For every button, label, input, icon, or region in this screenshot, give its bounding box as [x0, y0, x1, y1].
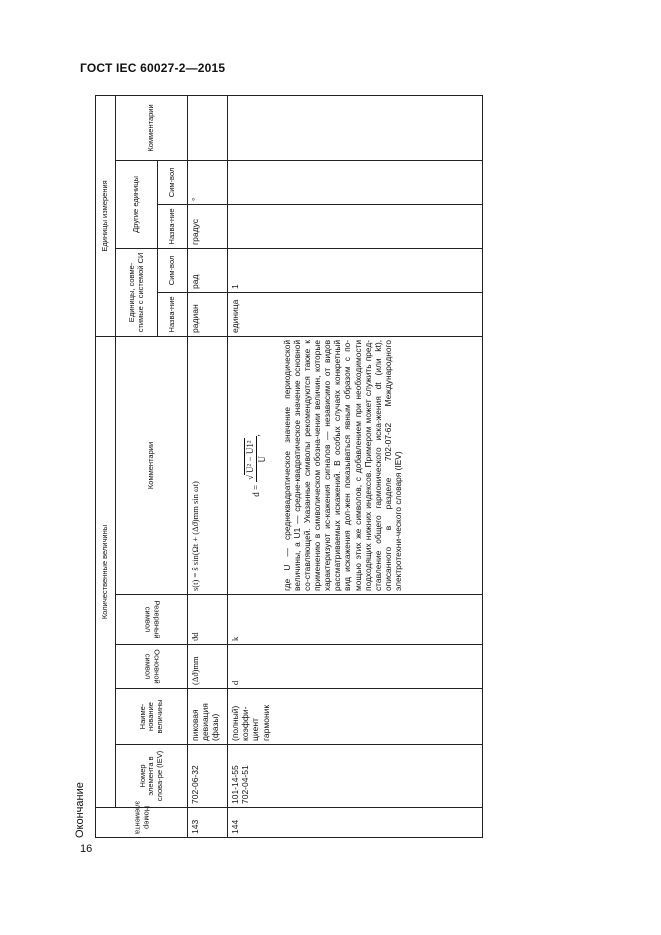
header-other-unit-name: Назва-ние	[158, 204, 188, 248]
comment: s(t) = ŝ sin(Ωt + (Δϑ)mm sin ωt)	[188, 336, 228, 594]
header-si-unit-symbol: Сим-вол	[158, 248, 188, 292]
header-other-unit-symbol: Сим-вол	[158, 160, 188, 204]
si-unit-symbol: 1	[228, 248, 483, 292]
comment: где U — среднеквадратическое значение периодической величины, а U1 — средне-квадратическое значение основной со-ставляющей. Указанные символы рекомендуются также к применению в символическом обозна-чении величин, которые характеризуют ис-кажения сигналов — независимо от видов рассматриваемых искажений. В особых случаях конкретный вид искажения дол-жен показываться явным образом с по-мощью этих же символов, с добавлением при необходимости подходящих нижних индексов. Примером может служить пред-ставление общего гармонического иска-жения dt (или kt), описанного в разделе 702-07-62 Международного электротехни-ческого словаря (IEV)	[282, 339, 403, 591]
units-comment	[188, 95, 228, 160]
document-title: ГОСТ IEC 60027-2—2015	[80, 61, 226, 75]
reserve-symbol: ϑd	[188, 595, 228, 645]
iev-number: 101-14-55 702-04-51	[228, 745, 483, 808]
formula-fraction	[245, 436, 268, 481]
formula-sqrt: U² − U1²	[244, 440, 255, 473]
header-units-group: Единицы измерения	[96, 95, 116, 336]
si-unit-name: единица	[228, 292, 483, 336]
row-number: 144	[228, 808, 483, 838]
units-table	[95, 95, 483, 838]
iev-number: 702-06-32	[188, 745, 228, 808]
header-name: Наиме-нование величины	[116, 689, 188, 745]
header-iev-number: Номер элемента в слова-ре (IEV)	[116, 745, 188, 808]
si-unit-name: радиан	[188, 292, 228, 336]
header-units-comments: Комментарии	[116, 95, 188, 160]
reserve-symbol: k	[228, 595, 483, 645]
formula-denominator: U	[256, 455, 267, 463]
formula-numerator: √U² − U1²	[245, 436, 257, 481]
header-reserve-symbol: Резервный символ	[116, 595, 188, 645]
header-quantities-group: Количественные величины	[96, 336, 116, 807]
other-unit-name	[228, 204, 483, 248]
table-row	[188, 95, 228, 837]
other-unit-symbol: °	[188, 160, 228, 204]
continuation-label: Окончание	[74, 782, 86, 838]
header-other-units: Другие единицы	[116, 160, 158, 248]
other-unit-symbol	[228, 160, 483, 204]
row-number: 143	[188, 808, 228, 838]
header-main-symbol: Основной символ	[116, 645, 188, 689]
main-symbol: (Δϑ)mm	[188, 645, 228, 689]
header-si-unit-name: Назва-ние	[158, 292, 188, 336]
header-element-number: Номер элемента	[96, 808, 188, 838]
main-symbol: d	[228, 645, 483, 689]
comment-cell	[228, 336, 483, 594]
page-number: 16	[80, 843, 93, 855]
header-comments: Комментарии	[116, 336, 188, 594]
quantity-name: (полный) коэффи-циент гармоник	[228, 689, 483, 745]
formula-left: d =	[250, 484, 261, 497]
rotated-table-wrapper	[74, 96, 484, 838]
formula-tail: ,	[250, 434, 261, 437]
thd-formula	[230, 340, 282, 591]
table-row	[228, 95, 483, 837]
si-unit-symbol: рад	[188, 248, 228, 292]
units-comment	[228, 95, 483, 160]
quantity-name: пиковая девиация (фазы)	[188, 689, 228, 745]
header-si-units: Единицы, совме-стимые с системой СИ	[116, 248, 158, 336]
other-unit-name: градус	[188, 204, 228, 248]
